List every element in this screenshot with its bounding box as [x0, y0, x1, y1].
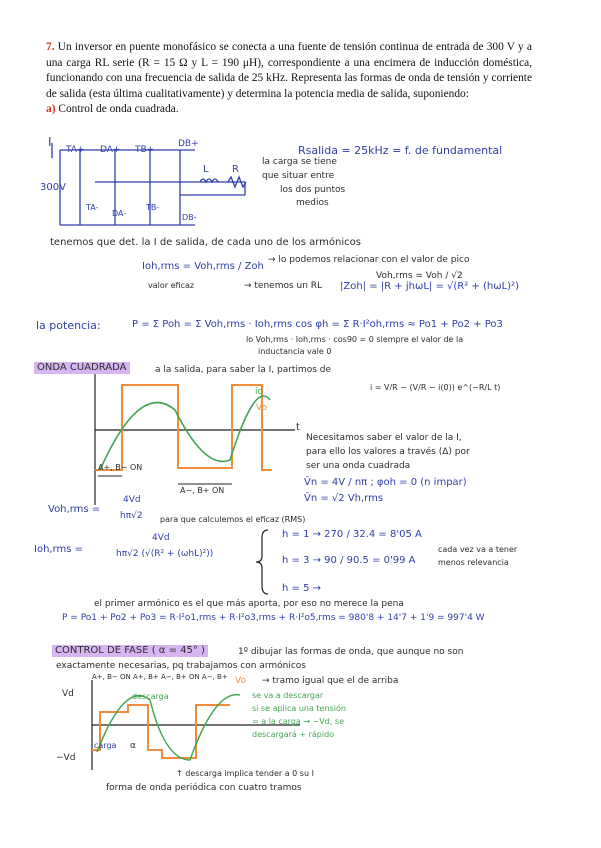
label-da-minus: DA- — [112, 209, 127, 218]
vo-pc-label: Vo — [235, 676, 246, 686]
formula-vn: V̂n = 4V / nπ ; φoh = 0 (n impar) — [304, 477, 467, 488]
note-se-va-1: se va a descargar — [252, 691, 324, 700]
note-necesitamos-2: para ello los valores a través (Δ) por — [306, 447, 470, 457]
result-h1: h = 1 → 270 / 32.4 = 8'05 A — [282, 529, 422, 540]
note-inductancia: inductancia vale 0 — [258, 347, 332, 356]
formula-voh-rms: Voh,rms = Voh / √2 — [376, 271, 463, 281]
formula-ioh: Ioh,rms = Voh,rms / Zoh — [142, 261, 264, 272]
source-label: 300V — [40, 182, 66, 193]
alpha-label: α — [130, 741, 136, 751]
note-descarga: descarga — [132, 692, 169, 701]
note-necesitamos-3: ser una onda cuadrada — [306, 461, 411, 471]
result-h3: h = 3 → 90 / 90.5 = 0'99 A — [282, 555, 416, 566]
formula-vn-rms: V̂n = √2 Vh,rms — [304, 493, 384, 504]
note-exactamente: exactamente necesarias, pq trabajamos con armónicos — [56, 661, 307, 671]
ioh-rms-label: Ioh,rms = — [34, 544, 84, 555]
note-carga: carga — [94, 741, 117, 750]
power-result: P = Po1 + Po2 + Po3 = R·I²o1,rms + R·I²o3,rms + R·I²o5,rms = 980'8 + 14'7 + 1'9 = 997'4 W — [62, 613, 485, 623]
note-dibujar: 1º dibujar las formas de onda, que aunque no son — [238, 647, 464, 657]
problem-text: Un inversor en puente monofásico se conecta a una fuente de tensión continua de entrada de 300 V y a una carga RL serie (R = 15 Ω y L = 190 μH), correspondiente a una encimera de inducción doméstica, funcionando con una frecuencia de salida de 25 kHz. Representa las formas de onda de tensión y corriente de salida (esta última cualitativamente) y determina la potencia media de salida, suponiendo: — [46, 41, 532, 100]
note-carga-1: la carga se tiene — [262, 157, 337, 167]
note-calcular: para que calculemos el eficaz (RMS) — [160, 515, 306, 524]
control-fase-heading: CONTROL DE FASE ( α = 45° ) — [52, 645, 208, 657]
label-ta-minus: TA- — [86, 203, 99, 212]
note-forma-periodica: forma de onda periódica con cuatro tramos — [106, 783, 302, 793]
label-ta-plus: TA+ — [66, 145, 85, 155]
io-label: io — [255, 387, 264, 397]
note-se-va-2: si se aplica una tensión — [252, 704, 346, 713]
label-l: L — [203, 164, 209, 175]
vo-label: Vo — [256, 403, 267, 413]
vd-pos-label: Vd — [62, 689, 74, 699]
note-tramo-igual: → tramo igual que el de arriba — [262, 676, 399, 686]
label-db-plus: DB+ — [178, 139, 199, 149]
note-descarga-implica: ↑ descarga implica tender a 0 su I — [176, 769, 314, 778]
voh-rms-label: Voh,rms = — [48, 504, 101, 515]
note-lo-voh: lo Voh,rms · Ioh,rms · cos90 = 0 siempre el valor de la — [246, 335, 464, 344]
formula-ecuacion: i = V/R − (V/R − i(0)) e^(−R/L t) — [370, 383, 501, 392]
label-da-plus: DA+ — [100, 145, 121, 155]
current-label: I — [48, 135, 52, 149]
voh-rms-num: 4Vd — [123, 495, 141, 505]
part-text: Control de onda cuadrada. — [58, 103, 179, 115]
circuit-diagram — [52, 143, 246, 225]
voh-rms-den: hπ√2 — [120, 511, 143, 521]
note-menos-relevancia: menos relevancia — [438, 558, 509, 567]
note-tenemos: tenemos que det. la I de salida, de cada uno de los armónicos — [50, 237, 361, 248]
part-label: a) — [46, 103, 56, 115]
label-tb-minus: TB- — [146, 203, 160, 212]
note-carga-2: que situar entre — [262, 171, 335, 181]
note-relacionar: → lo podemos relacionar con el valor de pico — [268, 255, 470, 265]
note-valor-eficaz: valor eficaz — [148, 281, 195, 290]
label-a1b: A+, B− ON — [98, 463, 143, 472]
note-tenemos-un: → tenemos un RL — [244, 281, 323, 291]
label-r: R — [232, 164, 239, 175]
result-h5: h = 5 → — [282, 583, 321, 594]
vd-neg-label: −Vd — [56, 753, 76, 763]
formula-z: |Zoh| = |R + jhωL| = √(R² + (hωL)²) — [340, 281, 519, 292]
ioh-den: hπ√2 (√(R² + (ωhL)²)) — [116, 549, 214, 559]
label-a2b: A−, B+ ON — [180, 486, 225, 495]
t-axis-label: t — [296, 422, 300, 433]
note-cada-vez: cada vez va a tener — [438, 545, 518, 554]
onda-cuadrada-heading: ONDA CUADRADA — [34, 362, 130, 374]
potencia-formula: P = Σ Poh = Σ Voh,rms · Ioh,rms cos φh = Σ R·I²oh,rms ≈ Po1 + Po2 + Po3 — [132, 319, 503, 330]
note-primer-armonico: el primer armónico es el que más aporta, por eso no merece la pena — [94, 599, 404, 609]
note-necesitamos-1: Necesitamos saber el valor de la I, — [306, 433, 462, 443]
note-tramos: A+, B− ON A+, B+ A−, B+ ON A−, B+ — [92, 673, 228, 681]
ioh-num: 4Vd — [152, 533, 170, 543]
note-se-va-4: descargará + rápido — [252, 730, 335, 739]
label-db-minus: DB- — [182, 213, 197, 222]
potencia-label: la potencia: — [36, 319, 101, 332]
problem-number: 7. — [46, 41, 55, 53]
note-en-la-salida: a la salida, para saber la I, partimos de — [155, 365, 332, 375]
note-carga-4: medios — [296, 198, 329, 208]
note-salida: Rsalida = 25kHz = f. de fundamental — [298, 144, 503, 157]
note-carga-3: los dos puntos — [280, 185, 346, 195]
note-se-va-3: = a la carga → −Vd, se — [252, 717, 345, 726]
label-tb-plus: TB+ — [135, 145, 155, 155]
